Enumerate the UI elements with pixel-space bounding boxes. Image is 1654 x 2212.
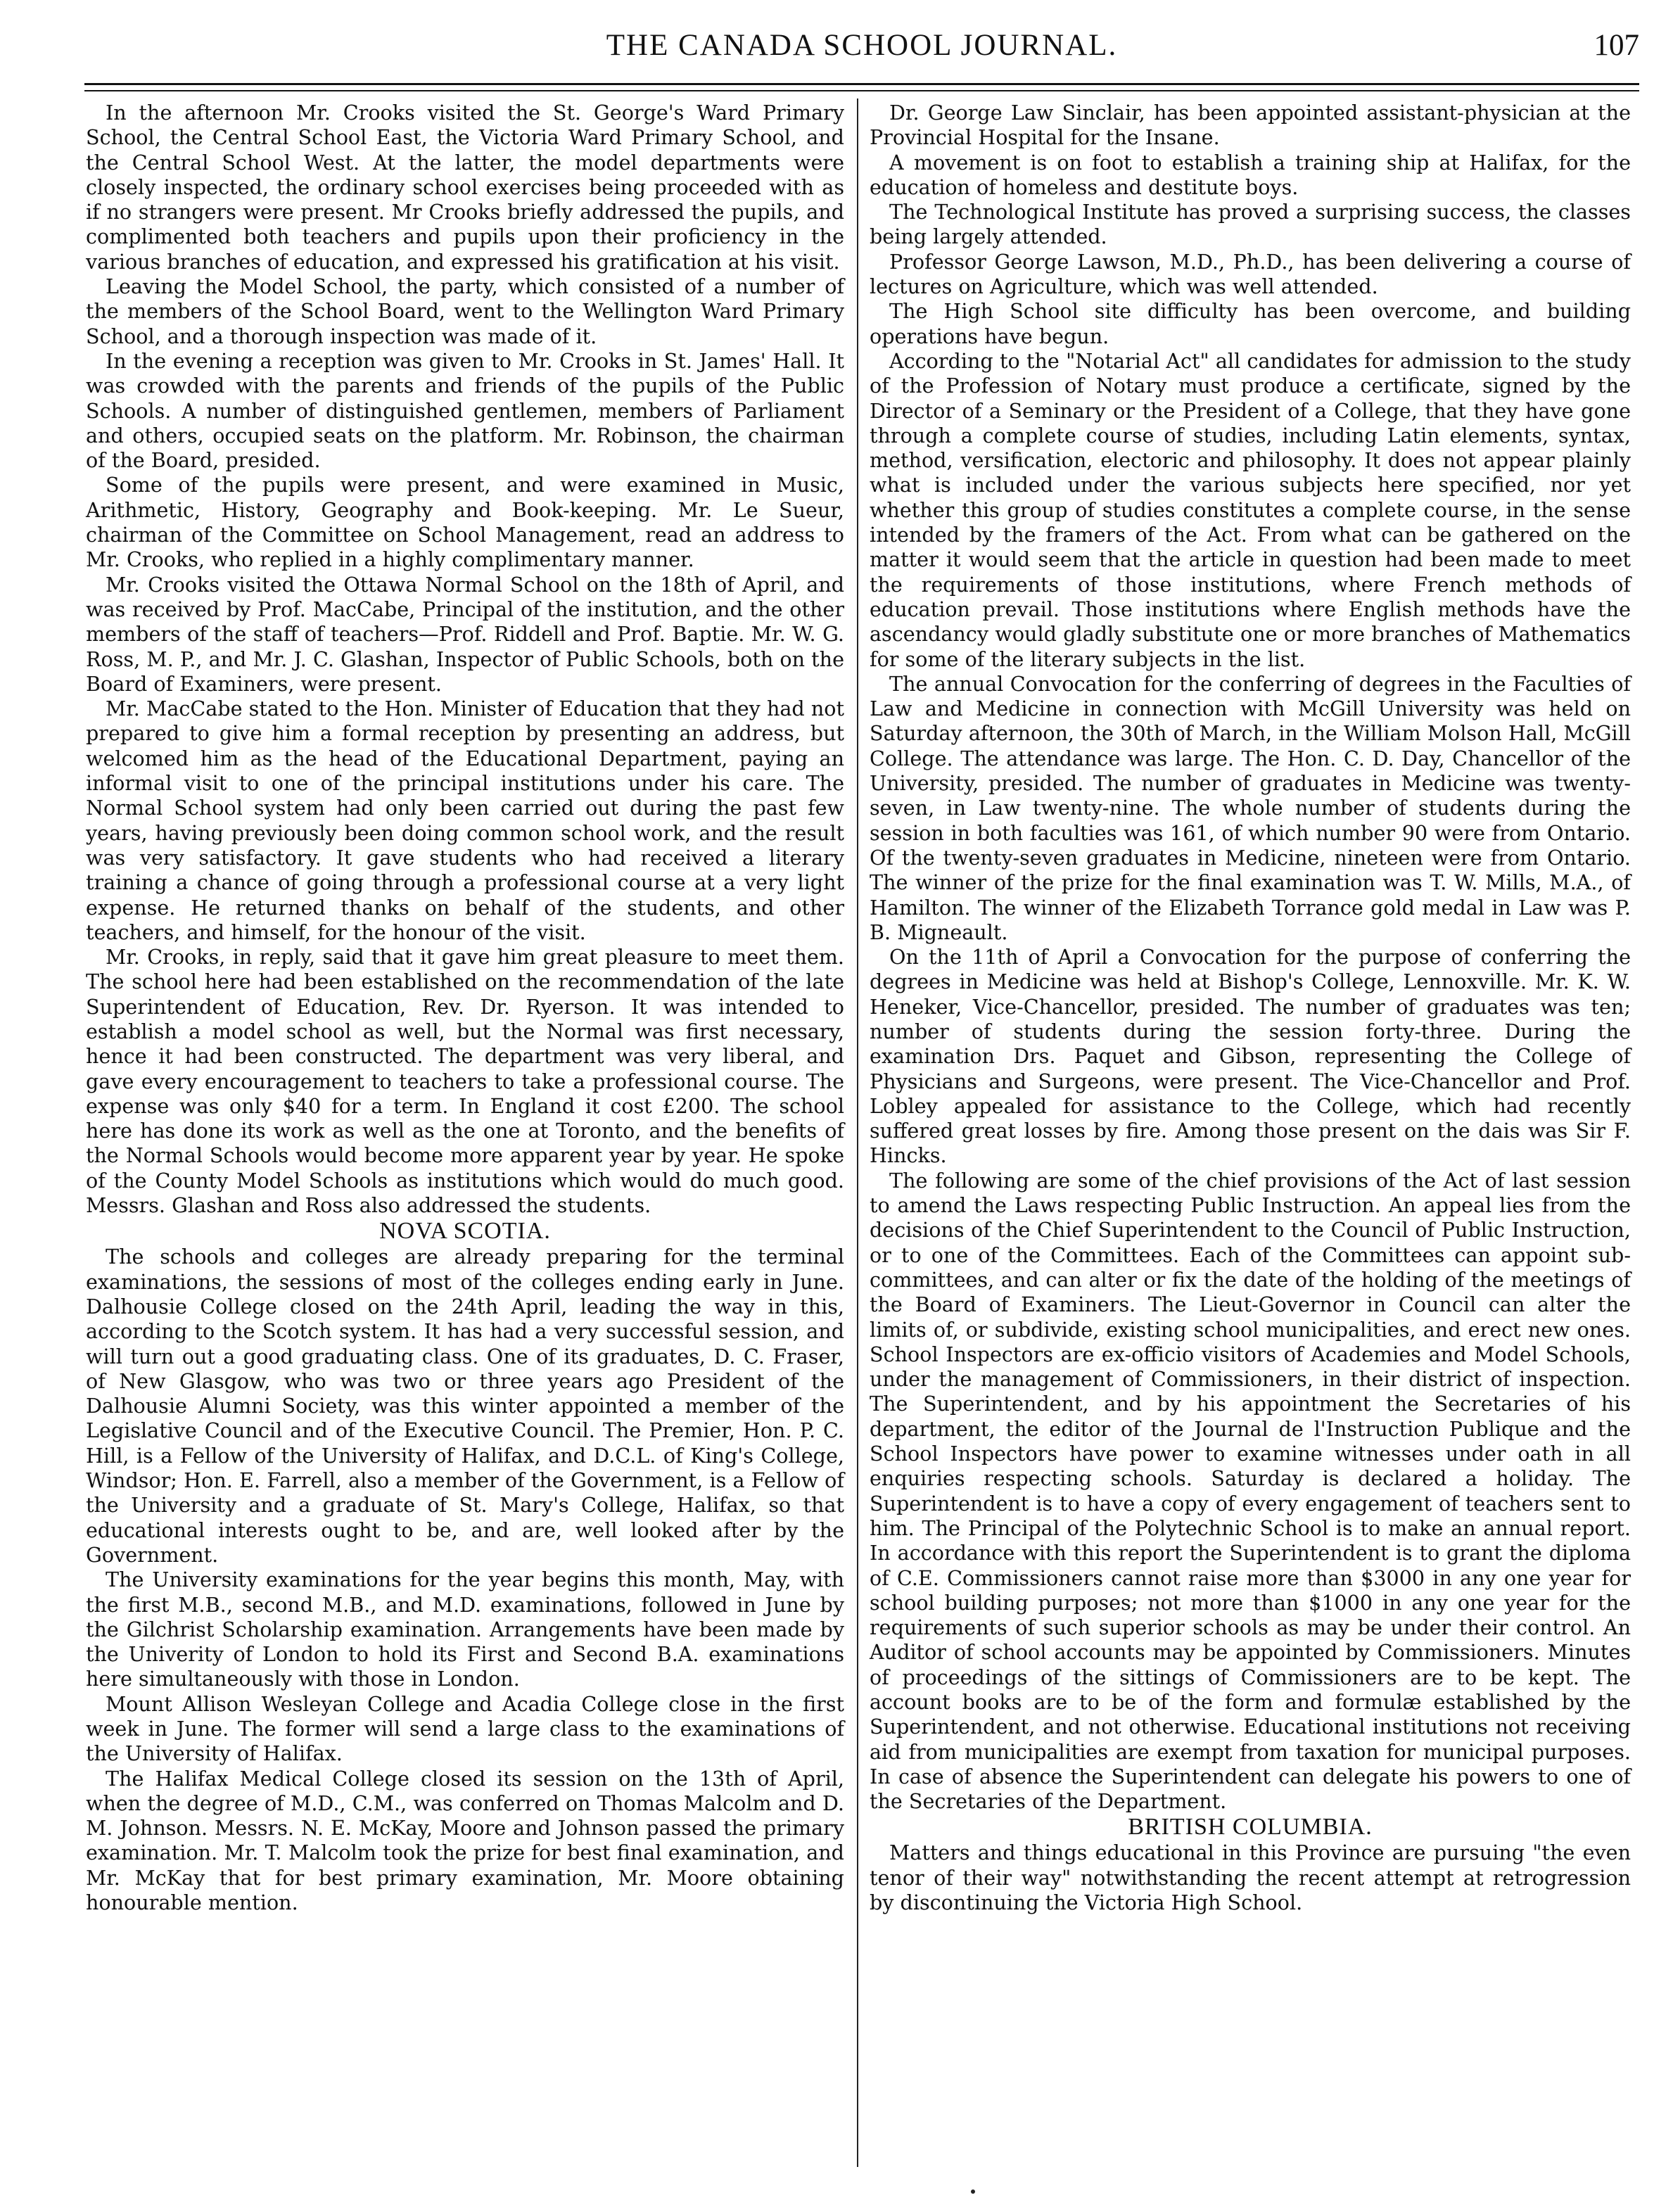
section-heading: NOVA SCOTIA. <box>379 1218 551 1245</box>
column-divider <box>857 98 858 2167</box>
paragraph: The Technological Institute has proved a surprising success, the classes being largely attended. <box>870 200 1631 249</box>
paragraph: Mr. Crooks visited the Ottawa Normal School on the 18th of April, and was received by Prof. MacCabe, Principal of the institution, and the other members of the staff of teachers—Prof. Riddell and Prof. Baptie. Mr. W. G. Ross, M. P., and Mr. J. C. Glashan, Inspector of Public Schools, both on the Board of Examiners, were present. <box>86 572 844 696</box>
paragraph: Mr. Crooks, in reply, said that it gave him great pleasure to meet them. The school here had been established on the recommendation of the late Superintendent of Education, Rev. Dr. Ryerson. It was intended to establish a model school as well, but the Normal was first necessary, hence it had been constructed. The department was very liberal, and gave every encouragement to teachers to take a professional course. The expense was only $40 for a term. In England it cost £200. The school here has done its work as well as the one at Toronto, and the benefits of the Normal Schools would become more apparent year by year. He spoke of the County Model Schools as institutions which would do much good. Messrs. Glashan and Ross also addressed the students. <box>86 945 844 1218</box>
paragraph: Matters and things educational in this Province are pursuing "the even tenor of their way" notwithstanding the recent attempt at retrogression by discontinuing the Victoria High School. <box>870 1841 1631 1915</box>
header-rule-thin <box>84 90 1639 91</box>
left-column <box>86 101 844 1915</box>
page-speck <box>971 2189 975 2194</box>
paragraph: On the 11th of April a Convocation for the purpose of conferring the degrees in Medicine was held at Bishop's College, Lennoxville. Mr. K. W. Heneker, Vice-Chancellor, presided. The number of graduates was ten; number of students during the session forty-three. During the examination Drs. Paquet and Gibson, representing the College of Physicians and Surgeons, were present. The Vice-Chancellor and Prof. Lobley appealed for assistance to the College, which had recently suffered great losses by fire. Among those present on the dais was Sir F. Hincks. <box>870 945 1631 1168</box>
paragraph: A movement is on foot to establish a training ship at Halifax, for the education of homeless and destitute boys. <box>870 150 1631 199</box>
right-column <box>870 101 1631 1915</box>
paragraph: Dr. George Law Sinclair, has been appointed assistant-physician at the Provincial Hospital for the Insane. <box>870 101 1631 150</box>
paragraph: The High School site difficulty has been overcome, and building operations have begun. <box>870 299 1631 348</box>
paragraph: The annual Convocation for the conferring of degrees in the Faculties of Law and Medicine in connection with McGill University was held on Saturday afternoon, the 30th of March, in the William Molson Hall, McGill College. The attendance was large. The Hon. C. D. Day, Chancellor of the University, presided. The number of graduates in Medicine was twenty-seven, in Law twenty-nine. The whole number of students during the session in both faculties was 161, of which number 90 were from Ontario. Of the twenty-seven graduates in Medicine, nineteen were from Ontario. The winner of the prize for the final examination was T. W. Mills, M.A., of Hamilton. The winner of the Elizabeth Torrance gold medal in Law was P. B. Migneault. <box>870 671 1631 944</box>
paragraph: Mr. MacCabe stated to the Hon. Minister of Education that they had not prepared to give him a formal reception by presenting an address, but welcomed him as the head of the Educational Department, paying an informal visit to one of the principal institutions under his care. The Normal School system had only been carried out during the past few years, having previously been doing common school work, and the result was very satisfactory. It gave students who had received a literary training a chance of going through a professional course at a very light expense. He returned thanks on behalf of the students, and other teachers, and himself, for the honour of the visit. <box>86 697 844 944</box>
header-rule <box>84 83 1639 85</box>
paragraph: The schools and colleges are already preparing for the terminal examinations, the sessions of most of the colleges ending early in June. Dalhousie College closed on the 24th April, leading the way in this, according to the Scotch system. It has had a very successful session, and will turn out a good graduating class. One of its graduates, D. C. Fraser, of New Glasgow, who was two or three years ago President of the Dalhousie Alumni Society, was this winter appointed a member of the Legislative Council and of the Executive Council. The Premier, Hon. P. C. Hill, is a Fellow of the University of Halifax, and D.C.L. of King's College, Windsor; Hon. E. Farrell, also a member of the Government, is a Fellow of the University and a graduate of St. Mary's College, Halifax, so that educational interests ought to be, and are, well looked after by the Government. <box>86 1245 844 1567</box>
paragraph: Leaving the Model School, the party, which consisted of a number of the members of the School Board, went to the Wellington Ward Primary School, and a thorough inspection was made of it. <box>86 274 844 348</box>
paragraph: The following are some of the chief provisions of the Act of last session to amend the Laws respecting Public Instruction. An appeal lies from the decisions of the Chief Superintendent to the Council of Public Instruction, or to one of the Committees. Each of the Committees can appoint sub-committees, and can alter or fix the date of the holding of the meetings of the Board of Examiners. The Lieut-Governor in Council can alter the limits of, or subdivide, existing school municipalities, and erect new ones. School Inspectors are ex-officio visitors of Academies and Model Schools, under the management of Commissioners, in their district of inspection. The Superintendent, and by his appointment the Secretaries of his department, the editor of the Journal de l'Instruction Publique and the School Inspectors have power to examine witnesses under oath in all enquiries respecting schools. Saturday is declared a holiday. The Superintendent is to have a copy of every engagement of teachers sent to him. The Principal of the Polytechnic School is to make an annual report. In accordance with this report the Superintendent is to grant the diploma of C.E. Commissioners cannot raise more than $3000 in any one year for school building purposes; not more than $1000 in any one year for the requirements of such superior schools as may be under their control. An Auditor of school accounts may be appointed by Commissioners. Minutes of proceedings of the sittings of Commissioners are to be kept. The account books are to be of the form and formulæ established by the Superintendent, and not otherwise. Educational institutions not receiving aid from municipalities are exempt from taxation for municipal purposes. In case of absence the Superintendent can delegate his powers to one of the Secretaries of the Department. <box>870 1168 1631 1814</box>
running-title: THE CANADA SCHOOL JOURNAL. <box>606 29 1118 62</box>
paragraph: Professor George Lawson, M.D., Ph.D., has been delivering a course of lectures on Agriculture, which was well attended. <box>870 249 1631 299</box>
paragraph: According to the "Notarial Act" all candidates for admission to the study of the Profession of Notary must produce a certificate, signed by the Director of a Seminary or the President of a College, that they have gone through a complete course of studies, including Latin elements, syntax, method, versification, electoric and philosophy. It does not appear plainly what is included under the various subjects here specified, nor yet whether this group of studies constitutes a complete course, in the sense intended by the framers of the Act. From what can be gathered on the matter it would seem that the article in question had been made to meet the requirements of those institutions, where French methods of education prevail. Those institutions where English methods have the ascendancy would gladly substitute one or more branches of Mathematics for some of the literary subjects in the list. <box>870 348 1631 671</box>
paragraph: In the afternoon Mr. Crooks visited the St. George's Ward Primary School, the Central School East, the Victoria Ward Primary School, and the Central School West. At the latter, the model departments were closely inspected, the ordinary school exercises being proceeded with as if no strangers were present. Mr Crooks briefly addressed the pupils, and complimented both teachers and pupils upon their proficiency in the various branches of education, and expressed his gratification at his visit. <box>86 101 844 274</box>
paragraph: In the evening a reception was given to Mr. Crooks in St. James' Hall. It was crowded with the parents and friends of the pupils of the Public Schools. A number of distinguished gentlemen, members of Parliament and others, occupied seats on the platform. Mr. Robinson, the chairman of the Board, presided. <box>86 348 844 473</box>
page-number: 107 <box>1593 29 1639 62</box>
running-header <box>84 28 1639 70</box>
paragraph: Mount Allison Wesleyan College and Acadia College close in the first week in June. The former will send a large class to the examinations of the University of Halifax. <box>86 1691 844 1766</box>
paragraph: Some of the pupils were present, and were examined in Music, Arithmetic, History, Geography and Book-keeping. Mr. Le Sueur, chairman of the Committee on School Management, read an address to Mr. Crooks, who replied in a highly complimentary manner. <box>86 473 844 572</box>
paragraph: The University examinations for the year begins this month, May, with the first M.B., second M.B., and M.D. examinations, followed in June by the Gilchrist Scholarship examination. Arrangements have been made by the Univerity of London to hold its First and Second B.A. examinations here simultaneously with those in London. <box>86 1568 844 1691</box>
paragraph: The Halifax Medical College closed its session on the 13th of April, when the degree of M.D., C.M., was conferred on Thomas Malcolm and D. M. Johnson. Messrs. N. E. McKay, Moore and Johnson passed the primary examination. Mr. T. Malcolm took the prize for best final examination, and Mr. McKay that for best primary examination, Mr. Moore obtaining honourable mention. <box>86 1766 844 1915</box>
section-heading: BRITISH COLUMBIA. <box>1128 1814 1373 1841</box>
